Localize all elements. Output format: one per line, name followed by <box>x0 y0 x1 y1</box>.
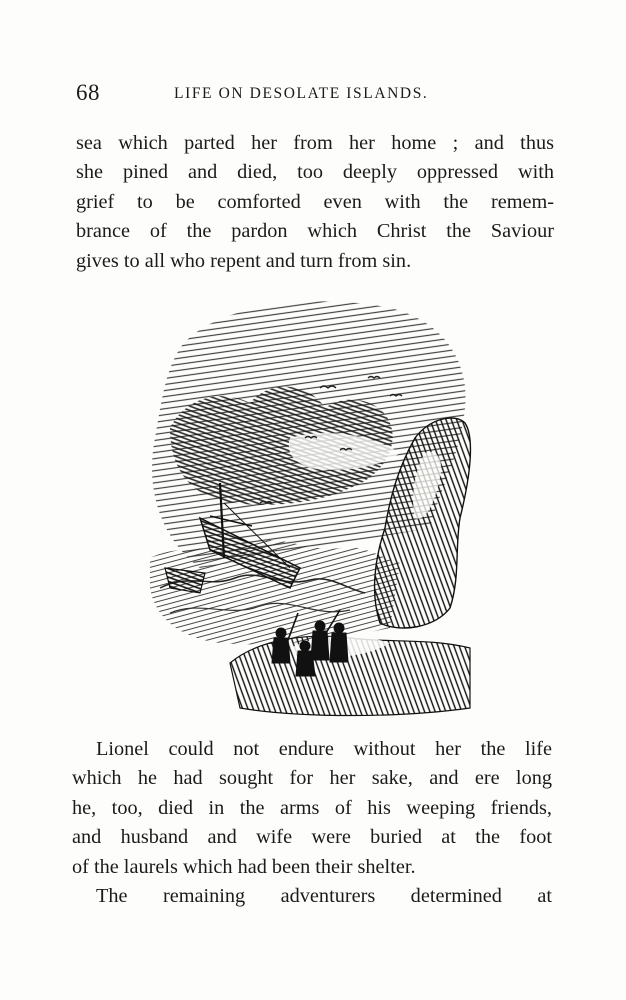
page-number: 68 <box>76 80 100 105</box>
text-line: grief to be comforted even with the remem- <box>76 190 554 213</box>
page-header <box>76 80 556 110</box>
text-line: and husband and wife were buried at the foot <box>72 826 552 849</box>
running-title: LIFE ON DESOLATE ISLANDS. <box>174 85 429 102</box>
text-line: which he had sought for her sake, and ere long <box>72 767 552 790</box>
text-line: she pined and died, too deeply oppressed with <box>76 161 554 184</box>
shipwreck-illustration <box>140 288 485 718</box>
text-line: Lionel could not endure without her the life <box>96 738 552 760</box>
bottom-paragraph <box>72 735 552 911</box>
text-line: gives to all who repent and turn from sin. <box>76 249 412 272</box>
top-paragraph <box>76 129 554 276</box>
text-line: brance of the pardon which Christ the Saviour <box>76 220 554 243</box>
text-line: The remaining adventurers determined at <box>96 885 552 908</box>
text-line: sea which parted her from her home ; and thus <box>76 132 554 154</box>
text-line: he, too, died in the arms of his weeping friends, <box>72 796 552 819</box>
text-line: of the laurels which had been their shelter. <box>72 855 416 878</box>
